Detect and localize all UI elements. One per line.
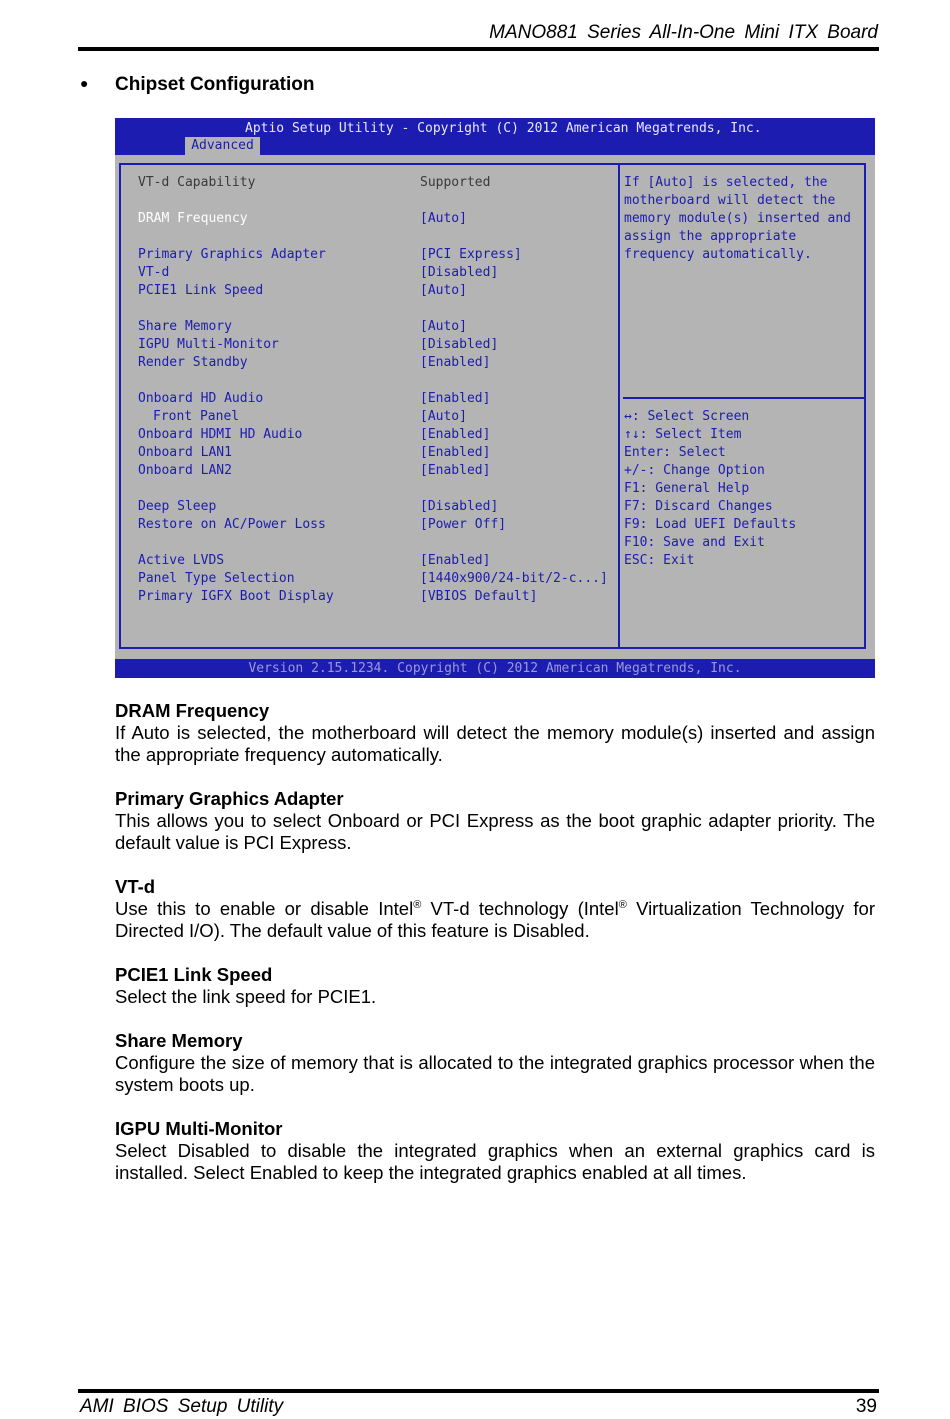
desc-share-memory [115,1030,875,1096]
bios-version-bar: Version 2.15.1234. Copyright (C) 2012 American Megatrends, Inc. [115,659,875,678]
bios-value[interactable]: [Enabled] [420,553,491,568]
page-header: MANO881 Series All-In-One Mini ITX Board [489,22,878,43]
bios-divider [618,163,620,649]
desc-text: This allows you to select Onboard or PCI Express as the boot graphic adapter priority. The default value is PCI Express. [115,810,875,853]
bios-label: Primary IGFX Boot Display [138,589,334,604]
header-rule [78,47,879,51]
desc-vt-d [115,876,875,942]
registered-mark: ® [413,898,422,911]
desc-title: PCIE1 Link Speed [115,964,273,985]
desc-dram-frequency [115,700,875,766]
desc-primary-graphics-adapter [115,788,875,854]
tab-advanced[interactable]: Advanced [185,137,260,155]
key-hint-exit: ESC: Exit [624,553,695,568]
bios-value[interactable]: [Enabled] [420,391,491,406]
desc-title: DRAM Frequency [115,700,270,721]
key-hint-discard-changes: F7: Discard Changes [624,499,773,514]
bios-label: Render Standby [138,355,248,370]
bios-title-bar [115,118,875,155]
bios-label: Primary Graphics Adapter [138,247,326,262]
bios-value[interactable]: [Enabled] [420,463,491,478]
desc-text: Configure the size of memory that is allocated to the integrated graphics processor when the system boots up. [115,1052,875,1095]
key-hint-load-defaults: F9: Load UEFI Defaults [624,517,797,532]
registered-mark: ® [618,898,627,911]
desc-text-part: VT-d technology (Intel [421,898,619,919]
bios-value[interactable]: [Disabled] [420,499,499,514]
bios-label: IGPU Multi-Monitor [138,337,279,352]
bios-label: Share Memory [138,319,232,334]
desc-text-part: Use this to enable or disable Intel [115,898,414,919]
page-footer-title: AMI BIOS Setup Utility [80,1396,284,1417]
desc-title: Primary Graphics Adapter [115,788,344,809]
bios-label: DRAM Frequency [138,211,248,226]
bios-value[interactable]: [Auto] [420,283,467,298]
desc-text: Select Disabled to disable the integrated graphics when an external graphics card is installed. Select Enabled to keep the integrated graphics enabled at all times. [115,1140,875,1183]
bios-label: PCIE1 Link Speed [138,283,264,298]
section-heading [80,74,314,96]
bios-label: Onboard LAN2 [138,463,232,478]
section-title: Chipset Configuration [115,74,315,95]
bios-value[interactable]: [VBIOS Default] [420,589,538,604]
bios-value[interactable]: [Disabled] [420,337,499,352]
help-text-line: frequency automatically. [624,247,812,262]
bios-value[interactable]: [Auto] [420,319,467,334]
desc-text [115,898,875,942]
help-text-line: If [Auto] is selected, the [624,175,828,190]
bios-label: Panel Type Selection [138,571,295,586]
bios-value[interactable]: [Auto] [420,409,467,424]
bios-value[interactable]: [Auto] [420,211,467,226]
bios-value: Supported [420,175,491,190]
desc-text: Select the link speed for PCIE1. [115,986,377,1007]
desc-title: Share Memory [115,1030,243,1051]
bios-value[interactable]: [Disabled] [420,265,499,280]
desc-title: VT-d [115,876,156,897]
bios-value[interactable]: [Enabled] [420,355,491,370]
bios-value[interactable]: [Power Off] [420,517,507,532]
key-hint-enter: Enter: Select [624,445,726,460]
desc-pcie1-link-speed [115,964,875,1008]
key-hint-select-screen: ↔: Select Screen [624,409,750,424]
desc-text-part: Virtualization Technology for Directed I/O). The default value of this feature is Disabled. [115,898,875,941]
bios-label: Deep Sleep [138,499,217,514]
desc-title: IGPU Multi-Monitor [115,1118,283,1139]
bullet-icon: ● [80,75,89,91]
bios-value[interactable]: [1440x900/24-bit/2-c...] [420,571,608,586]
bios-label: Onboard LAN1 [138,445,232,460]
help-text-line: assign the appropriate [624,229,797,244]
bios-value[interactable]: [Enabled] [420,427,491,442]
key-hint-save-exit: F10: Save and Exit [624,535,765,550]
help-text-line: memory module(s) inserted and [624,211,851,226]
footer-rule [78,1389,879,1393]
help-divider [623,397,865,399]
bios-value[interactable]: [PCI Express] [420,247,522,262]
bios-label: Restore on AC/Power Loss [138,517,326,532]
bios-label: VT-d Capability [138,175,256,190]
bios-label: Active LVDS [138,553,225,568]
bios-label: Onboard HDMI HD Audio [138,427,303,442]
bios-label: Onboard HD Audio [138,391,264,406]
desc-igpu-multi-monitor [115,1118,875,1184]
desc-text: If Auto is selected, the motherboard will detect the memory module(s) inserted and assign the appropriate frequency automatically. [115,722,875,765]
key-hint-change-option: +/-: Change Option [624,463,765,478]
key-hint-general-help: F1: General Help [624,481,750,496]
bios-label: Front Panel [153,409,240,424]
key-hint-select-item: ↑↓: Select Item [624,427,742,442]
page-number: 39 [855,1396,877,1417]
bios-value[interactable]: [Enabled] [420,445,491,460]
bios-label: VT-d [138,265,170,280]
bios-title: Aptio Setup Utility - Copyright (C) 2012 American Megatrends, Inc. [245,121,762,136]
bios-screenshot [115,118,875,678]
help-text-line: motherboard will detect the [624,193,836,208]
